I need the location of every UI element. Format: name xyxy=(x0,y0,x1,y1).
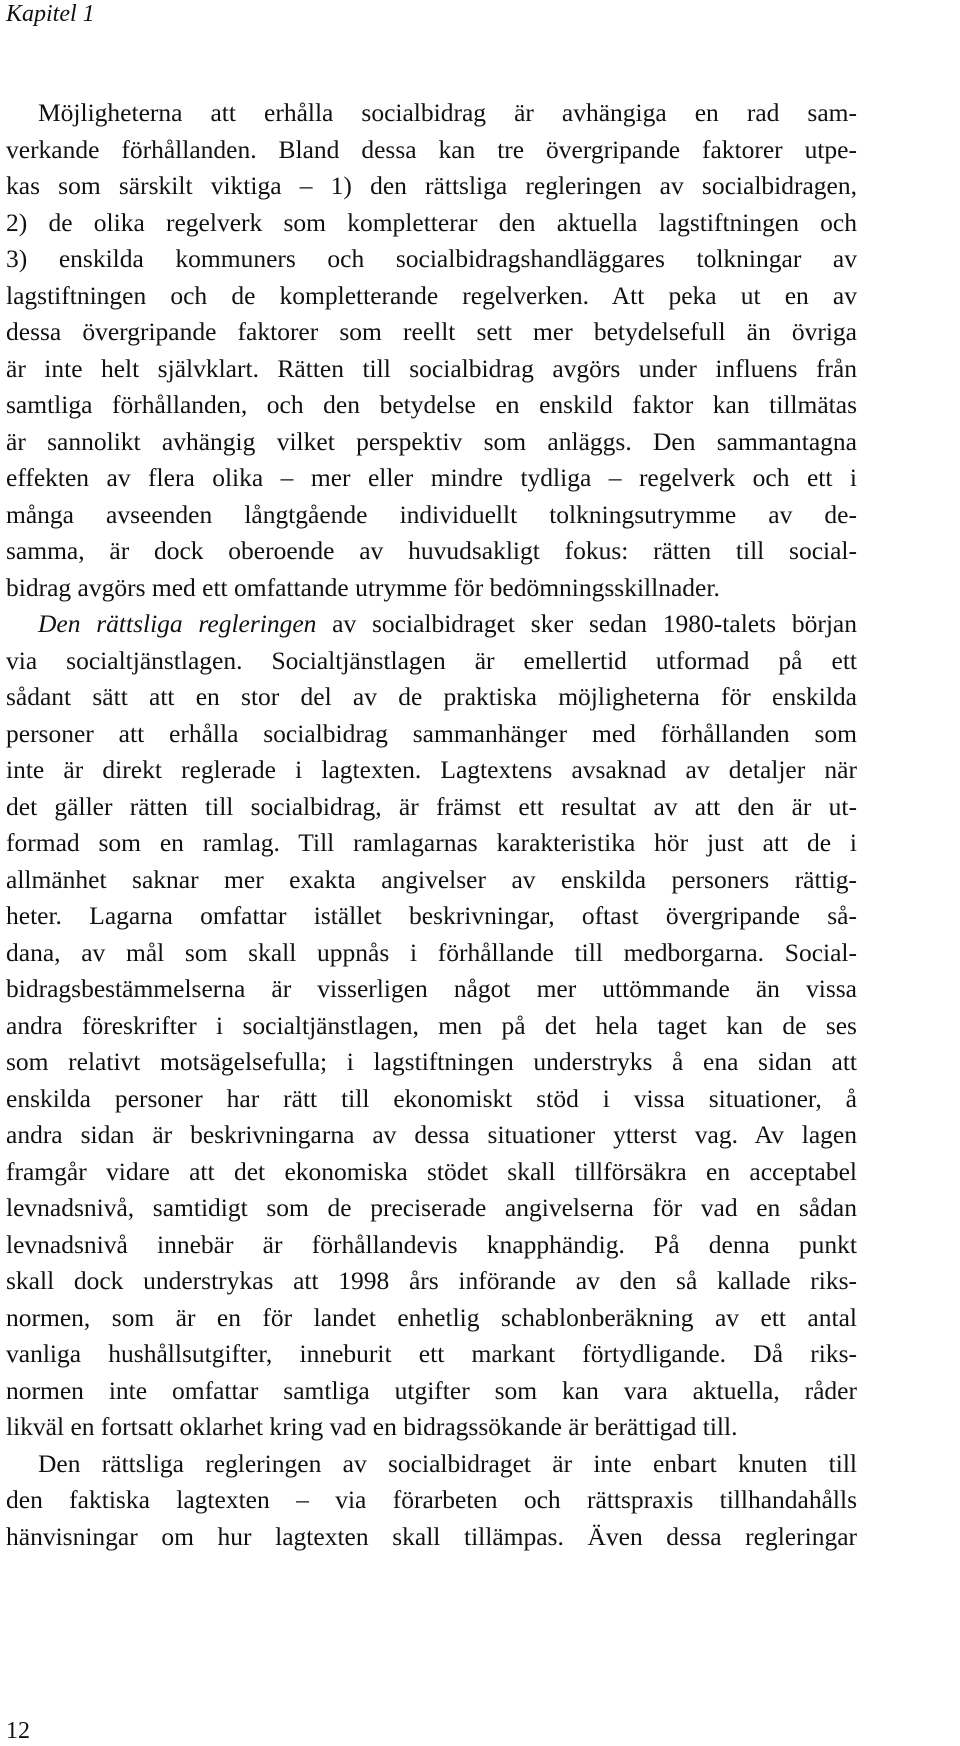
text-line: Den rättsliga regleringen av socialbidraget är inte enbart knuten till xyxy=(38,1448,857,1478)
text-line: bidragsbestämmelserna är visserligen något mer uttömmande än vissa xyxy=(6,974,857,1003)
text-line: normen, som är en för landet enhetlig schablonberäkning av ett antal xyxy=(6,1302,857,1332)
text-line: verkande förhållanden. Bland dessa kan tre övergripande faktorer utpe- xyxy=(6,134,857,164)
text-line: normen inte omfattar samtliga utgifter som kan vara aktuella, råder xyxy=(6,1375,857,1405)
text-line: likväl en fortsatt oklarhet kring vad en bidragssökande är berättigad till. xyxy=(6,1412,738,1441)
text-line: hänvisningar om hur lagtexten skall tillämpas. Även dessa regleringar xyxy=(6,1521,857,1551)
first-line-rest: av socialbidraget sker sedan 1980-talets början xyxy=(316,609,857,638)
text-line: formad som en ramlag. Till ramlagarnas karakteristika hör just att de i xyxy=(6,828,857,857)
text-line: bidrag avgörs med ett omfattande utrymme för bedömningsskillnader. xyxy=(6,572,720,602)
text-line xyxy=(6,606,857,643)
text-line: vanliga hushållsutgifter, inneburit ett markant förtydligande. Då riks- xyxy=(6,1339,857,1368)
text-line: sådant sätt att en stor del av de praktiska möjligheterna för enskilda xyxy=(6,682,857,711)
text-line: samtliga förhållanden, och den betydelse en enskild faktor kan tillmätas xyxy=(6,390,857,419)
text-line: dana, av mål som skall uppnås i förhållande till medborgarna. Social- xyxy=(6,937,857,967)
text-line: framgår vidare att det ekonomiska stödet skall tillförsäkra en acceptabel xyxy=(6,1156,857,1186)
text-line: 2) de olika regelverk som kompletterar den aktuella lagstiftningen och xyxy=(6,207,857,237)
text-line: samma, är dock oberoende av huvudsakligt fokus: rätten till social- xyxy=(6,536,857,565)
text-line: är inte helt självklart. Rätten till socialbidrag avgörs under influens från xyxy=(6,353,857,383)
text-line: dessa övergripande faktorer som reellt sett mer betydelsefull än övriga xyxy=(6,317,857,346)
text-line: effekten av flera olika – mer eller mindre tydliga – regelverk och ett i xyxy=(6,463,857,492)
italic-lead: Den rättsliga regleringen xyxy=(38,609,317,638)
text-line: levnadsnivå innebär är förhållandevis knapphändig. På denna punkt xyxy=(6,1229,857,1259)
text-line: heter. Lagarna omfattar istället beskrivningar, oftast övergripande så- xyxy=(6,901,857,930)
text-line: den faktiska lagtexten – via förarbeten och rättspraxis tillhandahålls xyxy=(6,1485,857,1514)
text-line: skall dock understrykas att 1998 års införande av den så kallade riks- xyxy=(6,1266,857,1295)
chapter-header: Kapitel 1 xyxy=(6,1,95,27)
body-text xyxy=(6,95,857,1555)
text-line: andra föreskrifter i socialtjänstlagen, men på det hela taget kan de ses xyxy=(6,1010,857,1040)
text-line: andra sidan är beskrivningarna av dessa situationer ytterst vag. Av lagen xyxy=(6,1120,857,1149)
text-line: personer att erhålla socialbidrag sammanhänger med förhållanden som xyxy=(6,718,857,748)
text-line: levnadsnivå, samtidigt som de preciserade angivelserna för vad en sådan xyxy=(6,1193,857,1222)
text-line: som relativt motsägelsefulla; i lagstiftningen understryks å ena sidan att xyxy=(6,1047,857,1076)
text-line: via socialtjänstlagen. Socialtjänstlagen är emellertid utformad på ett xyxy=(6,645,857,675)
text-line: inte är direkt reglerade i lagtexten. Lagtextens avsaknad av detaljer när xyxy=(6,755,857,784)
text-line: lagstiftningen och de kompletterande regelverken. Att peka ut en av xyxy=(6,280,857,310)
page-number: 12 xyxy=(6,1718,30,1744)
text-line: det gäller rätten till socialbidrag, är främst ett resultat av att den är ut- xyxy=(6,791,857,821)
text-line: många avseenden långtgående individuellt tolkningsutrymme av de- xyxy=(6,499,857,529)
text-line: kas som särskilt viktiga – 1) den rättsliga regleringen av socialbidragen, xyxy=(6,171,857,200)
text-line: 3) enskilda kommuners och socialbidragshandläggares tolkningar av xyxy=(6,244,857,273)
text-line: är sannolikt avhängig vilket perspektiv som anläggs. Den sammantagna xyxy=(6,426,857,456)
text-line: Möjligheterna att erhålla socialbidrag är avhängiga en rad sam- xyxy=(38,98,857,127)
text-line: allmänhet saknar mer exakta angivelser av enskilda personers rättig- xyxy=(6,864,857,894)
text-line: enskilda personer har rätt till ekonomiskt stöd i vissa situationer, å xyxy=(6,1083,857,1113)
